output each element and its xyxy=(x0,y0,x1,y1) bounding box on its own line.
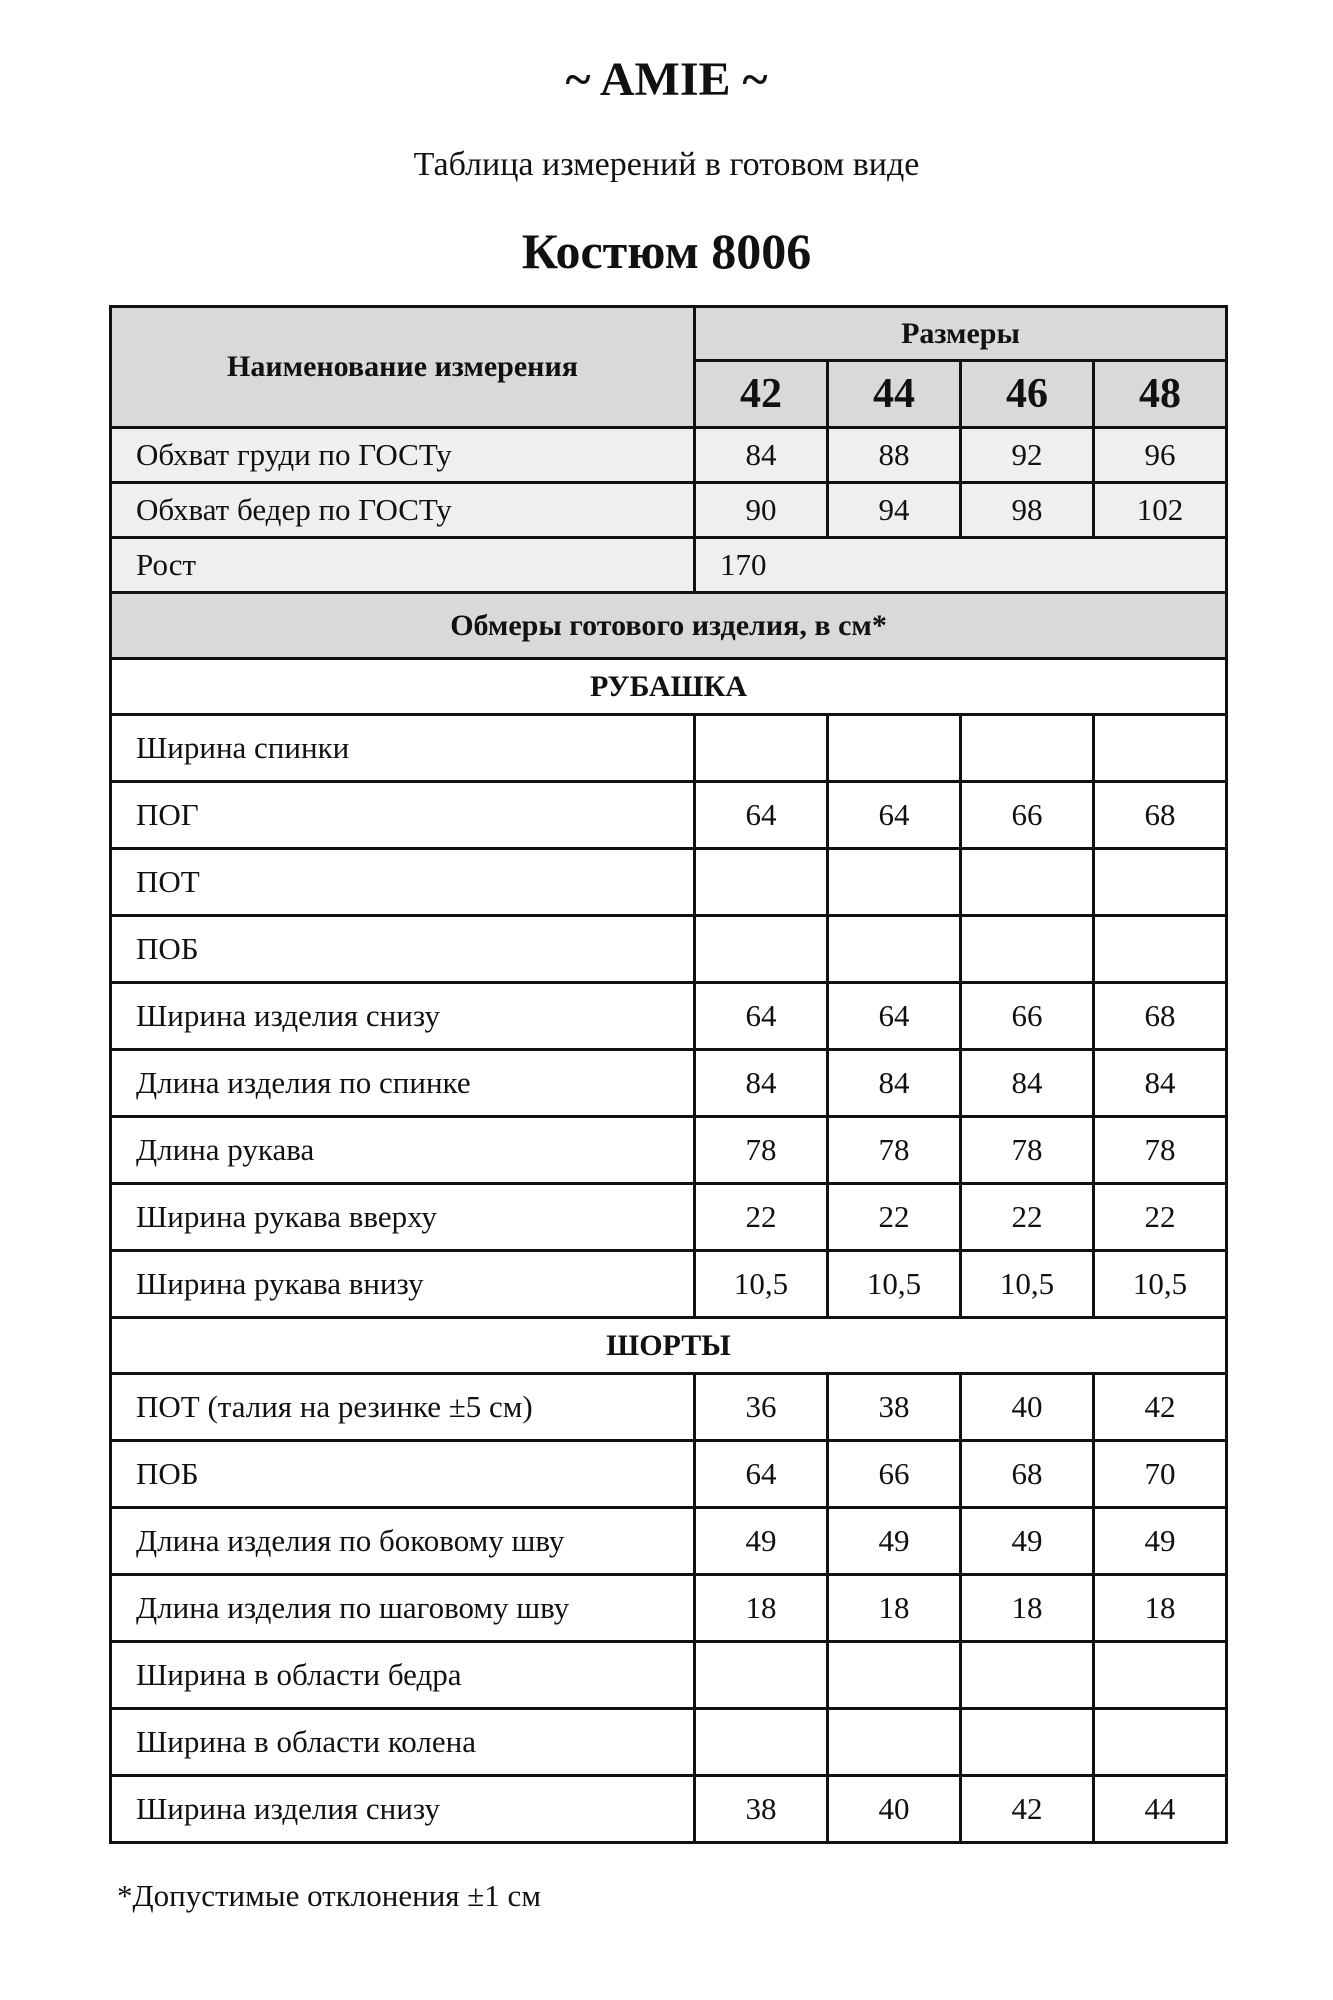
table-row xyxy=(111,428,1227,483)
cell-value: 64 xyxy=(695,1441,828,1508)
table-row xyxy=(111,483,1227,538)
cell-value: 98 xyxy=(961,483,1094,538)
cell-value: 64 xyxy=(695,983,828,1050)
cell-value xyxy=(828,1642,961,1709)
cell-value: 42 xyxy=(1094,1374,1227,1441)
row-label: ПОБ xyxy=(111,1441,695,1508)
cell-value: 10,5 xyxy=(695,1251,828,1318)
document-subtitle: Таблица измерений в готовом виде xyxy=(413,146,920,183)
footnote: *Допустимые отклонения ±1 см xyxy=(117,1878,541,1913)
cell-value xyxy=(695,1642,828,1709)
cell-value: 84 xyxy=(695,428,828,483)
table-row xyxy=(111,1709,1227,1776)
row-label: Ширина изделия снизу xyxy=(111,983,695,1050)
table-row xyxy=(111,1050,1227,1117)
table-row xyxy=(111,849,1227,916)
shorts-rows xyxy=(111,1374,1227,1843)
cell-value: 18 xyxy=(695,1575,828,1642)
cell-value: 88 xyxy=(828,428,961,483)
cell-value xyxy=(828,715,961,782)
cell-value: 68 xyxy=(1094,983,1227,1050)
cell-value: 49 xyxy=(961,1508,1094,1575)
cell-value: 78 xyxy=(1094,1117,1227,1184)
cell-value: 66 xyxy=(961,782,1094,849)
cell-value: 38 xyxy=(695,1776,828,1843)
cell-value: 102 xyxy=(1094,483,1227,538)
brand-title: ~ AMIE ~ xyxy=(565,53,768,106)
table-row xyxy=(111,1184,1227,1251)
section-row xyxy=(111,1318,1227,1374)
cell-value: 49 xyxy=(828,1508,961,1575)
cell-value: 78 xyxy=(828,1117,961,1184)
size-chart-table xyxy=(109,305,1228,1844)
cell-value: 42 xyxy=(961,1776,1094,1843)
cell-value: 44 xyxy=(1094,1776,1227,1843)
cell-value: 66 xyxy=(828,1441,961,1508)
cell-value: 68 xyxy=(1094,782,1227,849)
cell-value xyxy=(1094,1709,1227,1776)
cell-value xyxy=(695,715,828,782)
section-row xyxy=(111,659,1227,715)
table-row xyxy=(111,916,1227,983)
size-header: 48 xyxy=(1094,361,1227,428)
cell-value: 92 xyxy=(961,428,1094,483)
table-row xyxy=(111,1508,1227,1575)
cell-value: 78 xyxy=(961,1117,1094,1184)
row-label: Ширина рукава вверху xyxy=(111,1184,695,1251)
cell-value: 22 xyxy=(828,1184,961,1251)
cell-value: 22 xyxy=(1094,1184,1227,1251)
cell-value: 38 xyxy=(828,1374,961,1441)
table-row xyxy=(111,1642,1227,1709)
cell-value xyxy=(695,916,828,983)
shirt-rows xyxy=(111,715,1227,1318)
cell-value xyxy=(961,916,1094,983)
cell-value: 84 xyxy=(828,1050,961,1117)
table-row xyxy=(111,538,1227,593)
cell-value: 68 xyxy=(961,1441,1094,1508)
table-row xyxy=(111,782,1227,849)
row-label: Рост xyxy=(111,538,695,593)
cell-value: 64 xyxy=(828,983,961,1050)
row-label: ПОБ xyxy=(111,916,695,983)
section-title-shorts: ШОРТЫ xyxy=(111,1318,1227,1374)
row-label: Длина рукава xyxy=(111,1117,695,1184)
cell-value xyxy=(1094,916,1227,983)
height-value: 170 xyxy=(695,538,1227,593)
cell-value: 84 xyxy=(961,1050,1094,1117)
table-row xyxy=(111,715,1227,782)
size-header: 44 xyxy=(828,361,961,428)
row-label: Длина изделия по спинке xyxy=(111,1050,695,1117)
cell-value xyxy=(695,1709,828,1776)
cell-value: 36 xyxy=(695,1374,828,1441)
cell-value: 18 xyxy=(1094,1575,1227,1642)
row-label: ПОГ xyxy=(111,782,695,849)
measurement-name-header: Наименование измерения xyxy=(111,307,695,428)
cell-value: 18 xyxy=(828,1575,961,1642)
cell-value: 70 xyxy=(1094,1441,1227,1508)
table-row xyxy=(111,1117,1227,1184)
cell-value: 10,5 xyxy=(1094,1251,1227,1318)
cell-value xyxy=(961,849,1094,916)
row-label: Ширина рукава внизу xyxy=(111,1251,695,1318)
table-row xyxy=(111,1575,1227,1642)
row-label: ПОТ (талия на резинке ±5 см) xyxy=(111,1374,695,1441)
cell-value: 96 xyxy=(1094,428,1227,483)
table-row xyxy=(111,1374,1227,1441)
cell-value xyxy=(1094,849,1227,916)
cell-value xyxy=(961,1709,1094,1776)
cell-value: 10,5 xyxy=(828,1251,961,1318)
cell-value: 40 xyxy=(828,1776,961,1843)
cell-value: 64 xyxy=(695,782,828,849)
row-label: Ширина в области бедра xyxy=(111,1642,695,1709)
cell-value xyxy=(695,849,828,916)
row-label: Длина изделия по боковому шву xyxy=(111,1508,695,1575)
cell-value: 22 xyxy=(695,1184,828,1251)
row-label: Ширина изделия снизу xyxy=(111,1776,695,1843)
cell-value: 84 xyxy=(1094,1050,1227,1117)
cell-value: 10,5 xyxy=(961,1251,1094,1318)
cell-value: 94 xyxy=(828,483,961,538)
cell-value: 66 xyxy=(961,983,1094,1050)
row-label: Ширина спинки xyxy=(111,715,695,782)
measurements-header: Обмеры готового изделия, в см* xyxy=(111,593,1227,659)
cell-value xyxy=(1094,715,1227,782)
product-title: Костюм 8006 xyxy=(521,223,812,279)
table-row xyxy=(111,1251,1227,1318)
cell-value: 40 xyxy=(961,1374,1094,1441)
cell-value xyxy=(961,1642,1094,1709)
cell-value xyxy=(961,715,1094,782)
cell-value: 49 xyxy=(1094,1508,1227,1575)
row-label: Обхват груди по ГОСТу xyxy=(111,428,695,483)
cell-value: 84 xyxy=(695,1050,828,1117)
cell-value xyxy=(1094,1642,1227,1709)
row-label: Обхват бедер по ГОСТу xyxy=(111,483,695,538)
cell-value: 90 xyxy=(695,483,828,538)
row-label: Длина изделия по шаговому шву xyxy=(111,1575,695,1642)
sizes-header: Размеры xyxy=(695,307,1227,361)
table-row xyxy=(111,983,1227,1050)
cell-value xyxy=(828,849,961,916)
row-label: ПОТ xyxy=(111,849,695,916)
cell-value: 64 xyxy=(828,782,961,849)
cell-value: 22 xyxy=(961,1184,1094,1251)
cell-value: 49 xyxy=(695,1508,828,1575)
table-row xyxy=(111,1776,1227,1843)
size-header: 42 xyxy=(695,361,828,428)
cell-value: 78 xyxy=(695,1117,828,1184)
cell-value xyxy=(828,916,961,983)
cell-value: 18 xyxy=(961,1575,1094,1642)
row-label: Ширина в области колена xyxy=(111,1709,695,1776)
cell-value xyxy=(828,1709,961,1776)
size-header: 46 xyxy=(961,361,1094,428)
table-row xyxy=(111,1441,1227,1508)
measurements-header-row xyxy=(111,593,1227,659)
section-title-shirt: РУБАШКА xyxy=(111,659,1227,715)
